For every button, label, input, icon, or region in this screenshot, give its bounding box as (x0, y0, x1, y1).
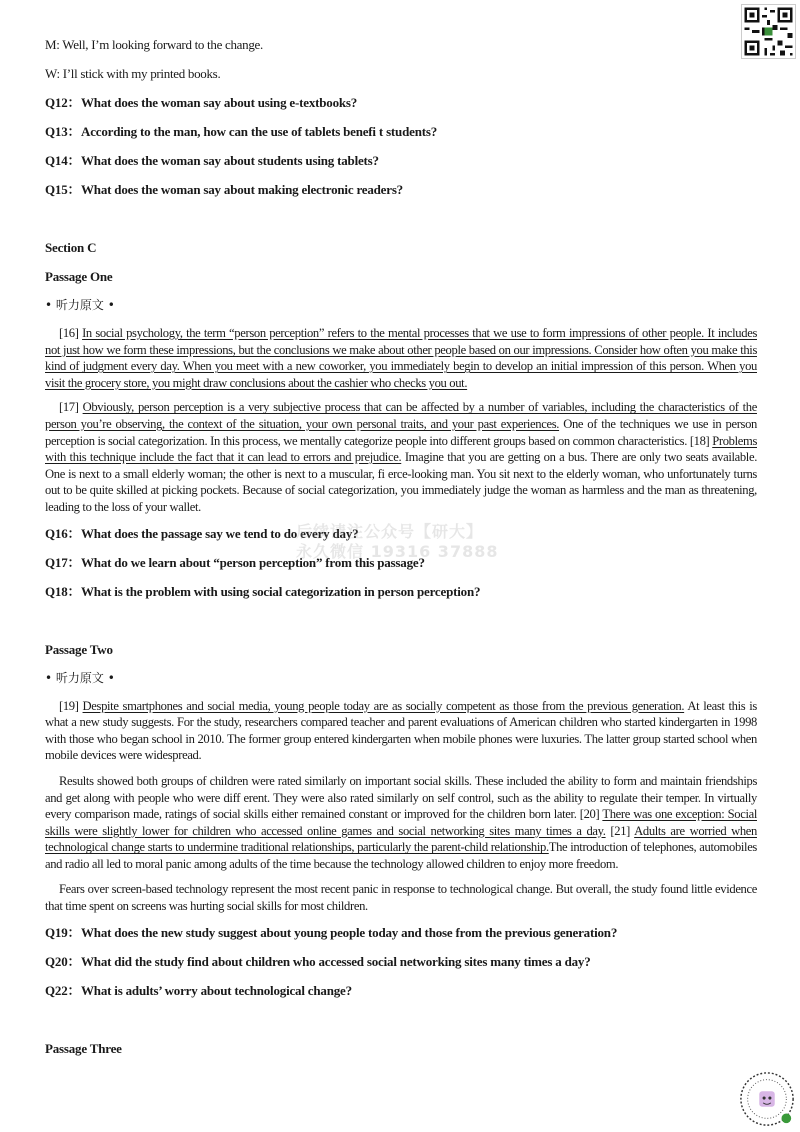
dialogue-line-m: M: Well, I’m looking forward to the change. (45, 37, 263, 52)
question-q15: Q15：What does the woman say about making electronic readers? (45, 182, 403, 197)
question-q18: Q18：What is the problem with using social categorization in person perception? (45, 583, 481, 599)
passage-one-title: Passage One (45, 269, 113, 284)
question-q12: Q12：What does the woman say about using e-textbooks? (45, 95, 358, 110)
watermark-line-1: 后续请注公众号【研大】 (296, 522, 484, 541)
watermark-line-2: 永久微信 19316 37888 (296, 542, 499, 561)
stamp-logo-icon (738, 1070, 796, 1128)
passage-three-title: Passage Three (45, 1040, 122, 1056)
dialogue-line-w: W: I’ll stick with my printed books. (45, 66, 221, 81)
section-heading: Section C (45, 240, 97, 255)
question-q19: Q19：What does the new study suggest about young people today and those from the previous generation? (45, 924, 618, 940)
transcript-tag: • 听力原文 • (45, 298, 115, 312)
passage-two-paragraph-2: Results showed both groups of children were rated similarly on important social skills. These included the ability to form and maintain friendships and get along with people who were diff erent. They were also rated similarly on self control, such as the ability to regulate their temper. In virtually every comparison made, ratings of social skills either remained constant or improved for the children born later. [20] There was one exception: Social skills were slightly lower for children who accessed online games and social networking sites many times a day. [21] Adults are worried when technological change starts to undermine traditional relationships, particularly the parent-child relationship.The introduction of telephones, automobiles and radio all led to moral panic among adults of the time because the technology allowed children to enjoy more freedom. (45, 773, 757, 871)
passage-one-paragraph-1: [16] In social psychology, the term “person perception” refers to the mental processes that we use to form impressions of other people. It includes not just how we form these impressions, but the conclusions we make about other people based on our impressions. Consider how often you make this kind of judgment every day. When you meet with a new coworker, you immediately begin to develop an initial impression of this person. When you visit the grocery store, you might draw conclusions about the cashier who checks you out. (45, 326, 757, 390)
document-page (45, 36, 757, 1057)
question-q17: Q17：What do we learn about “person perception” from this passage? (45, 554, 425, 570)
transcript-tag: • 听力原文 • (45, 670, 115, 685)
question-q14: Q14：What does the woman say about students using tablets? (45, 153, 379, 168)
passage-two-title: Passage Two (45, 641, 113, 657)
passage-two-paragraph-3: Fears over screen-based technology represent the most recent panic in response to technological change. But overall, the study found little evidence that time spent on screens was hurting social skills for most children. (45, 882, 757, 914)
question-q20: Q20：What did the study find about children who accessed social networking sites many times a day? (45, 953, 591, 969)
question-q13: Q13：According to the man, how can the use of tablets benefi t students? (45, 124, 438, 139)
question-q16: Q16：What does the passage say we tend to do every day? (45, 525, 359, 541)
passage-one-paragraph-2: [17] Obviously, person perception is a very subjective process that can be affected by a number of variables, including the characteristics of the person you’re observing, the context of the situation, your own personal traits, and your past experiences. One of the techniques we use in person perception is social categorization. In this process, we mentally categorize people into different groups based on common characteristics. [18] Problems with this technique include the fact that it can lead to errors and prejudice. Imagine that you are getting on a bus. There are only two seats available. One is next to a small elderly woman; the other is next to a muscular, fi erce-looking man. You sit next to the elderly woman, who unfortunately turns out to be quite skilled at picking pockets. Because of social categorization, you immediately judge the woman as harmless and the man as threatening, leading to the loss of your wallet. (45, 400, 757, 514)
question-q22: Q22：What is adults’ worry about technological change? (45, 982, 352, 998)
passage-two-paragraph-1: [19] Despite smartphones and social media, young people today are as socially competent as those from the previous generation. At least this is what a new study suggests. For the study, researchers compared teacher and parent evaluations of American children who started kindergarten in 1998 with those who began school in 2010. The former group entered kindergarten when mobile phones were luxuries. The latter group started school when mobile devices were widespread. (45, 698, 757, 763)
